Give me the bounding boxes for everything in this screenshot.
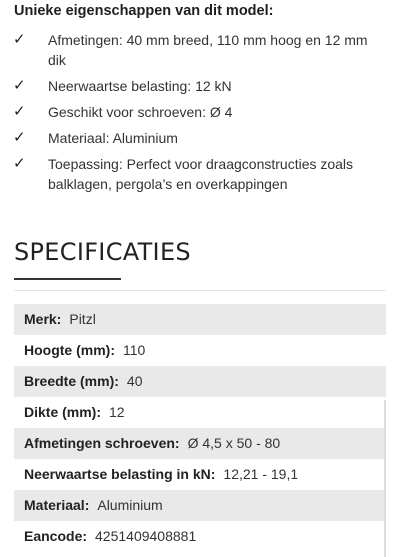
scrollbar[interactable] — [384, 400, 386, 557]
spec-value: 12,21 - 19,1 — [223, 466, 299, 482]
feature-list — [0, 30, 400, 200]
spec-key: Materiaal: — [24, 497, 90, 513]
spec-row — [14, 397, 386, 428]
spec-value: Pitzl — [69, 311, 96, 327]
spec-row — [14, 428, 386, 459]
checkmark-icon: ✓ — [13, 103, 26, 120]
title-underline — [14, 278, 121, 280]
checkmark-icon: ✓ — [13, 31, 26, 48]
feature-item — [0, 30, 400, 70]
feature-text: Materiaal: Aluminium — [48, 130, 178, 146]
section-divider — [14, 290, 386, 291]
spec-row — [14, 366, 386, 397]
checkmark-icon: ✓ — [13, 77, 26, 94]
feature-item — [0, 154, 400, 194]
spec-value: 4251409408881 — [95, 528, 197, 544]
spec-value: Aluminium — [97, 497, 163, 513]
spec-key: Afmetingen schroeven: — [24, 435, 180, 451]
specifications-title: SPECIFICATIES — [14, 238, 191, 266]
specifications-table — [14, 304, 386, 552]
feature-text: Geschikt voor schroeven: Ø 4 — [48, 104, 233, 120]
spec-row — [14, 304, 386, 335]
spec-key: Breedte (mm): — [24, 373, 119, 389]
spec-value: Ø 4,5 x 50 - 80 — [187, 435, 281, 451]
feature-item — [0, 76, 400, 96]
feature-item — [0, 102, 400, 122]
spec-row — [14, 490, 386, 521]
spec-key: Eancode: — [24, 528, 88, 544]
features-heading: Unieke eigenschappen van dit model: — [14, 3, 274, 19]
spec-key: Neerwaartse belasting in kN: — [24, 466, 216, 482]
spec-row — [14, 335, 386, 366]
spec-value: 110 — [123, 342, 146, 358]
feature-text: Neerwaartse belasting: 12 kN — [48, 78, 232, 94]
spec-value: 40 — [126, 373, 143, 389]
feature-text: Afmetingen: 40 mm breed, 110 mm hoog en 12 mm dik — [48, 32, 368, 68]
spec-value: 12 — [109, 404, 125, 420]
checkmark-icon: ✓ — [13, 155, 26, 172]
feature-item — [0, 128, 400, 148]
spec-row — [14, 459, 386, 490]
spec-key: Hoogte (mm): — [24, 342, 115, 358]
feature-text: Toepassing: Perfect voor draagconstructies zoals balklagen, pergola’s en overkappingen — [48, 156, 354, 192]
spec-key: Merk: — [24, 311, 62, 327]
spec-row — [14, 521, 386, 552]
checkmark-icon: ✓ — [13, 129, 26, 146]
spec-key: Dikte (mm): — [24, 404, 102, 420]
